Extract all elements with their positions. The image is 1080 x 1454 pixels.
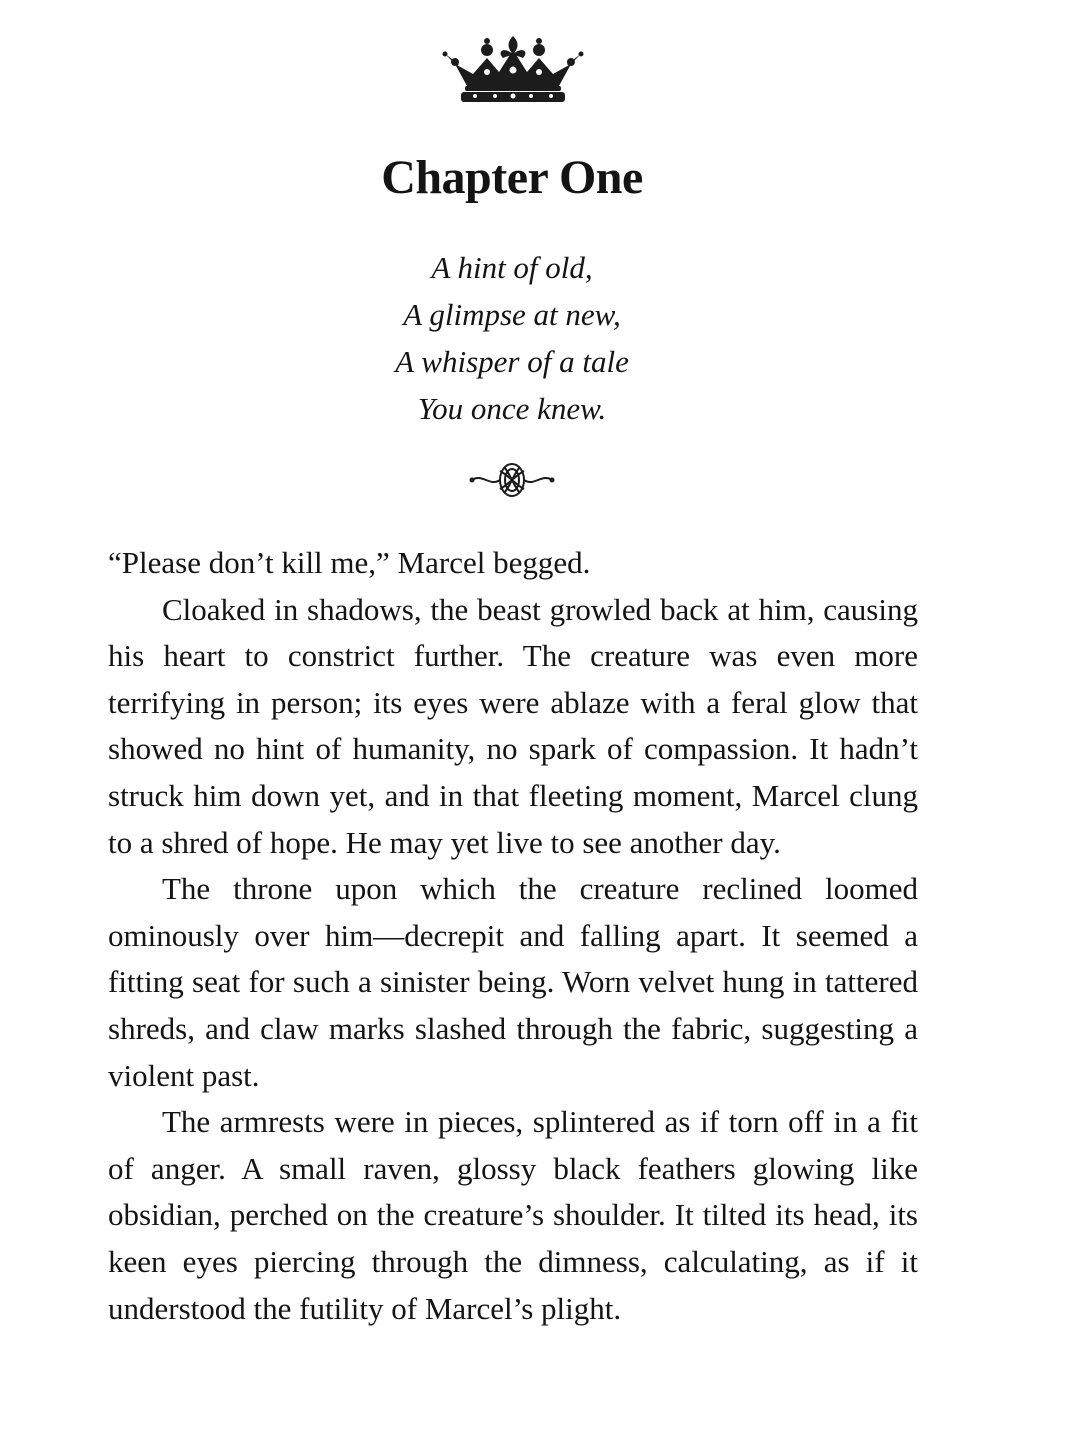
paragraph: The throne upon which the creature reclined loomed ominously over him—decrepit and falling apart. It seemed a fitting seat for such a sinister being. Worn velvet hung in tattered shreds, and claw marks slashed through the fabric, suggesting a violent past. xyxy=(108,871,918,1093)
paragraph: Cloaked in shadows, the beast growled back at him, causing his heart to constrict further. The creature was even more terrifying in person; its eyes were ablaze with a feral glow that showed no hint of humanity, no spark of compassion. It hadn’t struck him down yet, and in that fleeting moment, Marcel clung to a shred of hope. He may yet live to see another day. xyxy=(108,591,918,860)
paragraph: “Please don’t kill me,” Marcel begged. xyxy=(108,545,591,580)
epigraph-line: A hint of old, xyxy=(431,250,593,285)
crown-icon xyxy=(441,36,585,108)
flourish-ornament-icon xyxy=(468,461,556,499)
chapter-title: Chapter One xyxy=(381,151,643,204)
epigraph-line: You once knew. xyxy=(417,391,607,426)
epigraph xyxy=(0,244,1024,432)
chapter-body xyxy=(108,540,918,1332)
paragraph: The armrests were in pieces, splintered as if torn off in a fit of anger. A small raven, glossy black feathers glowing like obsidian, perched on the creature’s shoulder. It tilted its head, its keen eyes piercing through the dimness, calculating, as if it understood the futility of Marcel’s plight. xyxy=(108,1104,918,1326)
epigraph-line: A whisper of a tale xyxy=(395,344,629,379)
epigraph-line: A glimpse at new, xyxy=(403,297,621,332)
